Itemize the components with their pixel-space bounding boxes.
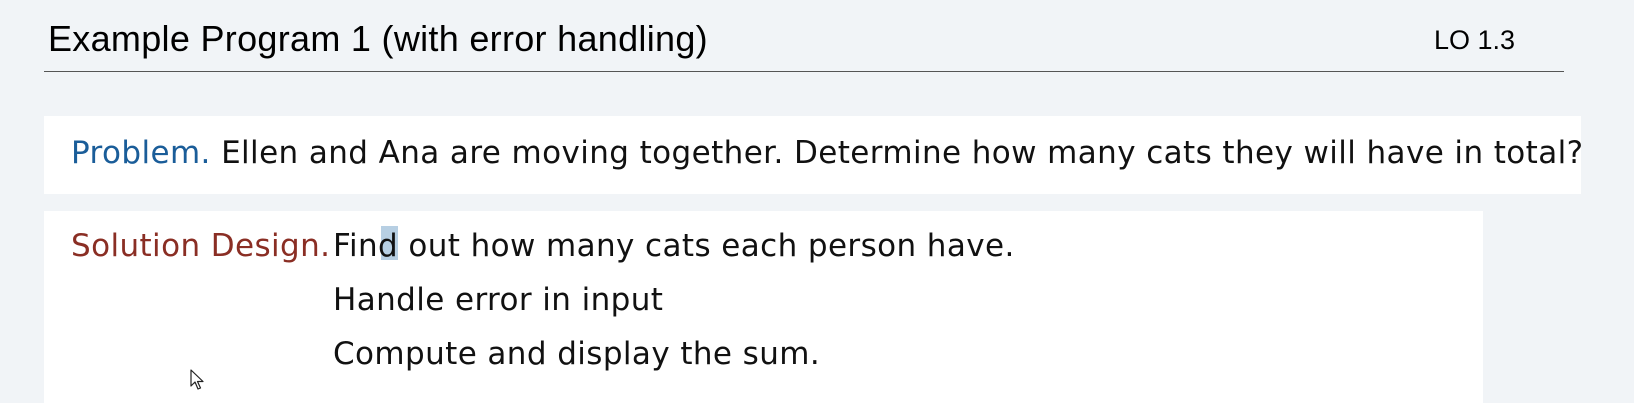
problem-text: Ellen and Ana are moving together. Determine how many cats they will have in total? [221,135,1584,171]
arrow-pointer-icon [190,369,204,391]
solution-step: Handle error in input [333,282,664,318]
solution-design-box [44,211,1483,403]
problem-box [44,116,1584,194]
problem-label: Problem. [71,135,211,171]
solution-design-label: Solution Design. [71,228,331,264]
solution-step: Find out how many cats each person have. [333,228,1015,264]
learning-outcome-label: LO 1.3 [1434,25,1516,55]
title-divider [44,71,1564,72]
slide-title: Example Program 1 (with error handling) [48,18,708,59]
problem-statement [71,135,1583,171]
solution-step: Compute and display the sum. [333,336,821,372]
